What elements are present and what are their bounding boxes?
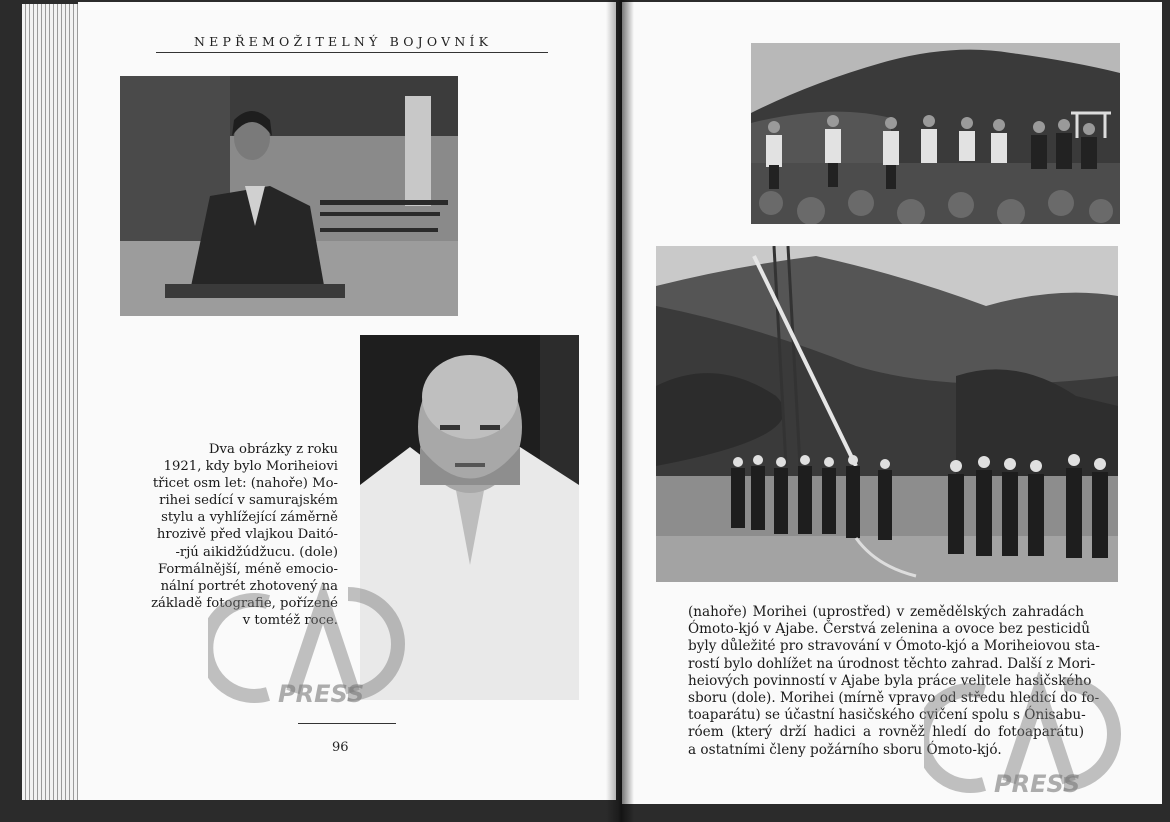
photo-garden-group bbox=[751, 43, 1120, 224]
page-number: 96 bbox=[332, 740, 349, 755]
left-caption bbox=[150, 441, 338, 629]
caption-line: -rjú aikidžúdžucu. (dole) bbox=[175, 544, 338, 560]
caption-line: třicet osm let: (nahoře) Mo- bbox=[152, 476, 338, 492]
caption-line: a ostatními členy požárního sboru Ómoto-kjó. bbox=[688, 741, 1002, 758]
photo-seated-samurai bbox=[120, 76, 458, 316]
photo-formal-portrait bbox=[360, 335, 579, 700]
caption-line: róem (který drží hadici a rovněž hledí do fotoaparátu) bbox=[688, 724, 1084, 741]
watermark-text: PRESS bbox=[994, 770, 1081, 798]
caption-line: Formálnější, méně emocio- bbox=[157, 561, 338, 577]
running-header: NEPŘEMOŽITELNÝ BOJOVNÍK bbox=[194, 34, 493, 49]
right-caption bbox=[688, 604, 1100, 759]
caption-line: hrozivě před vlajkou Daitó- bbox=[156, 527, 338, 543]
caption-line: Dva obrázky z roku bbox=[208, 442, 338, 457]
caption-line: sboru (dole). Morihei (mírně vpravo od středu hledící do fo- bbox=[688, 690, 1100, 707]
caption-line: heiových povinností v Ajabe byla práce velitele hasičského bbox=[688, 672, 1092, 689]
caption-line: (nahoře) Morihei (uprostřed) v zemědělských zahradách bbox=[688, 604, 1084, 620]
caption-line: nální portrét zhotovený na bbox=[160, 578, 338, 594]
caption-line: byly důležité pro stravování v Ómoto-kjó a Moriheiovou sta- bbox=[688, 638, 1100, 655]
header-rule bbox=[156, 52, 548, 53]
caption-line: rostí bylo dohlížet na úrodnost těchto zahrad. Další z Mori- bbox=[688, 655, 1096, 672]
caption-line: základě fotografie, pořízené bbox=[151, 595, 338, 611]
caption-line: 1921, kdy bylo Moriheiovi bbox=[163, 459, 338, 475]
photo-fire-brigade bbox=[656, 246, 1118, 582]
caption-line: v tomtéž roce. bbox=[242, 612, 338, 628]
book-gutter bbox=[606, 0, 634, 822]
caption-line: rihei sedící v samurajském bbox=[159, 493, 338, 509]
page-edges bbox=[22, 4, 80, 800]
caption-line: toaparátu) se účastní hasičského cvičení spolu s Ónisabu- bbox=[688, 707, 1086, 724]
footer-rule bbox=[298, 723, 396, 724]
caption-line: stylu a vyhlížející záměrně bbox=[161, 510, 338, 526]
caption-line: Ómoto-kjó v Ajabe. Čerstvá zelenina a ovoce bez pesticidů bbox=[688, 621, 1090, 638]
watermark-text: PRESS bbox=[278, 680, 365, 708]
